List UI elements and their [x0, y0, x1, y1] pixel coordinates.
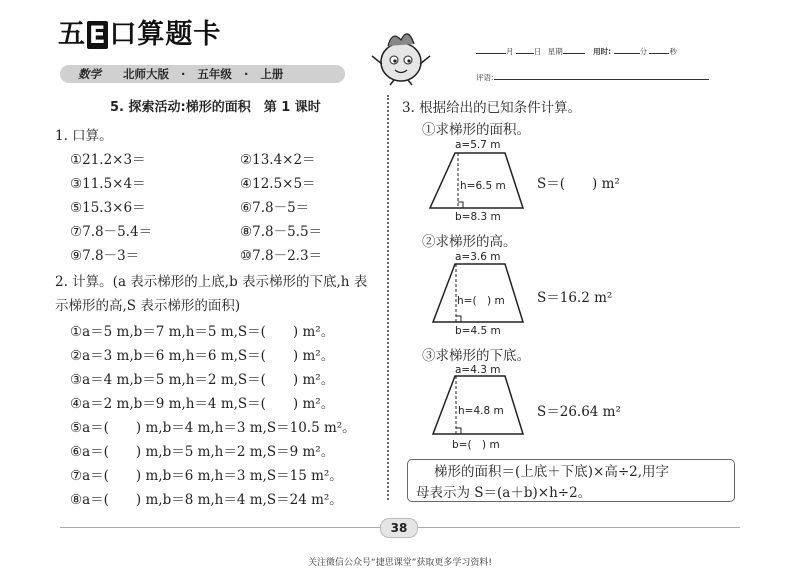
footer-note: 关注微信公众号“捷思课堂”获取更多学习资料! [308, 558, 492, 568]
part1-top-base: a=5.7 m [455, 139, 501, 151]
mental-math-item: ⑧7.8－5.5＝ [240, 224, 323, 240]
part3-top-base: a=4.3 m [455, 364, 501, 376]
calc-item: ⑤a＝( ) m,b＝4 m,h＝3 m,S＝10.5 m²。 [70, 420, 356, 436]
mascot-icon [368, 20, 434, 86]
seconds-label: 秒 [669, 47, 677, 56]
month-label: 月 [506, 47, 514, 56]
part2-label: ②求梯形的高。 [422, 234, 517, 250]
mental-math-item: ④12.5×5＝ [240, 176, 316, 192]
time-used-label: 用时: [593, 47, 612, 56]
section3-title: 3. 根据给出的已知条件计算。 [402, 100, 582, 116]
subject-bar [60, 65, 345, 83]
mental-math-item: ⑤15.3×6＝ [70, 200, 146, 216]
minutes-blank[interactable] [614, 44, 640, 54]
part1-label: ①求梯形的面积。 [422, 122, 530, 138]
part2-answer: S＝16.2 m² [537, 290, 613, 306]
part1-bottom-base: b=8.3 m [455, 211, 501, 223]
calc-item: ⑦a＝( ) m,b＝6 m,h＝3 m,S＝15 m²。 [70, 468, 343, 484]
formula-line2: 母表示为 S＝(a＋b)×h÷2。 [416, 485, 592, 501]
comment-label: 评语: [476, 73, 494, 82]
calc-item: ③a＝4 m,b＝5 m,h＝2 m,S＝( ) m²。 [70, 372, 335, 388]
lesson-title: 5. 探索活动:梯形的面积 第 1 课时 [110, 100, 321, 115]
comment-row [476, 70, 709, 83]
brand-right: 口算题卡 [109, 19, 222, 50]
mental-math-item: ①21.2×3＝ [70, 152, 146, 168]
comment-blank[interactable] [494, 70, 709, 80]
part1-height: h=6.5 m [460, 180, 506, 192]
section1-title: 1. 口算。 [55, 128, 113, 144]
part3-height: h=4.8 m [458, 405, 504, 417]
section2-title-line1: 2. 计算。(a 表示梯形的上底,b 表示梯形的下底,h 表 [55, 274, 368, 290]
subject-label: 数学 [78, 67, 101, 81]
page-number: 38 [380, 518, 418, 538]
column-divider [387, 95, 389, 500]
seconds-blank[interactable] [649, 44, 669, 54]
weekday-blank[interactable] [563, 44, 585, 54]
calc-item: ⑥a＝( ) m,b＝5 m,h＝2 m,S＝9 m²。 [70, 444, 335, 460]
mental-math-item: ⑩7.8－2.3＝ [240, 248, 323, 264]
mental-math-item: ⑦7.8－5.4＝ [70, 224, 153, 240]
day-label: 日 [533, 47, 542, 56]
calc-item: ①a＝5 m,b＝7 m,h＝5 m,S＝( ) m²。 [70, 324, 335, 340]
part3-bottom-base: b=( ) m [452, 439, 500, 451]
mental-math-item: ⑥7.8－5＝ [240, 200, 310, 216]
month-blank[interactable] [476, 44, 506, 54]
part2-bottom-base: b=4.5 m [455, 325, 501, 337]
brand-title [58, 12, 221, 51]
day-blank[interactable] [516, 44, 534, 54]
weekday-label: 星期 [547, 47, 563, 56]
mental-math-item: ③11.5×4＝ [70, 176, 146, 192]
date-time-fields [476, 44, 677, 57]
calc-item: ②a＝3 m,b＝6 m,h＝6 m,S＝( ) m²。 [70, 348, 335, 364]
part3-answer: S＝26.64 m² [537, 404, 621, 420]
grade-label: 五年级 [197, 67, 232, 81]
section2-title-line2: 示梯形的高,S 表示梯形的面积) [55, 298, 241, 314]
term-label: 上册 [260, 67, 284, 81]
formula-line1: 梯形的面积＝(上底＋下底)×高÷2,用字 [434, 464, 670, 480]
separator: · [181, 67, 186, 81]
calc-item: ⑧a＝( ) m,b＝8 m,h＝4 m,S＝24 m²。 [70, 492, 343, 508]
part1-answer: S＝( ) m² [537, 176, 620, 192]
mental-math-item: ②13.4×2＝ [240, 152, 316, 168]
formula-box [407, 459, 735, 502]
separator: · [243, 67, 249, 81]
part3-label: ③求梯形的下底。 [422, 348, 530, 364]
edition-label: 北师大版 [123, 67, 170, 81]
calc-item: ④a＝2 m,b＝9 m,h＝4 m,S＝( ) m²。 [70, 396, 335, 412]
part2-height: h=( ) m [457, 295, 505, 307]
part2-top-base: a=3.6 m [455, 251, 501, 263]
minutes-label: 分 [639, 47, 648, 56]
mental-math-item: ⑨7.8－3＝ [70, 248, 140, 264]
brand-left: 五 [58, 19, 86, 50]
brand-e-logo: E [89, 21, 107, 49]
